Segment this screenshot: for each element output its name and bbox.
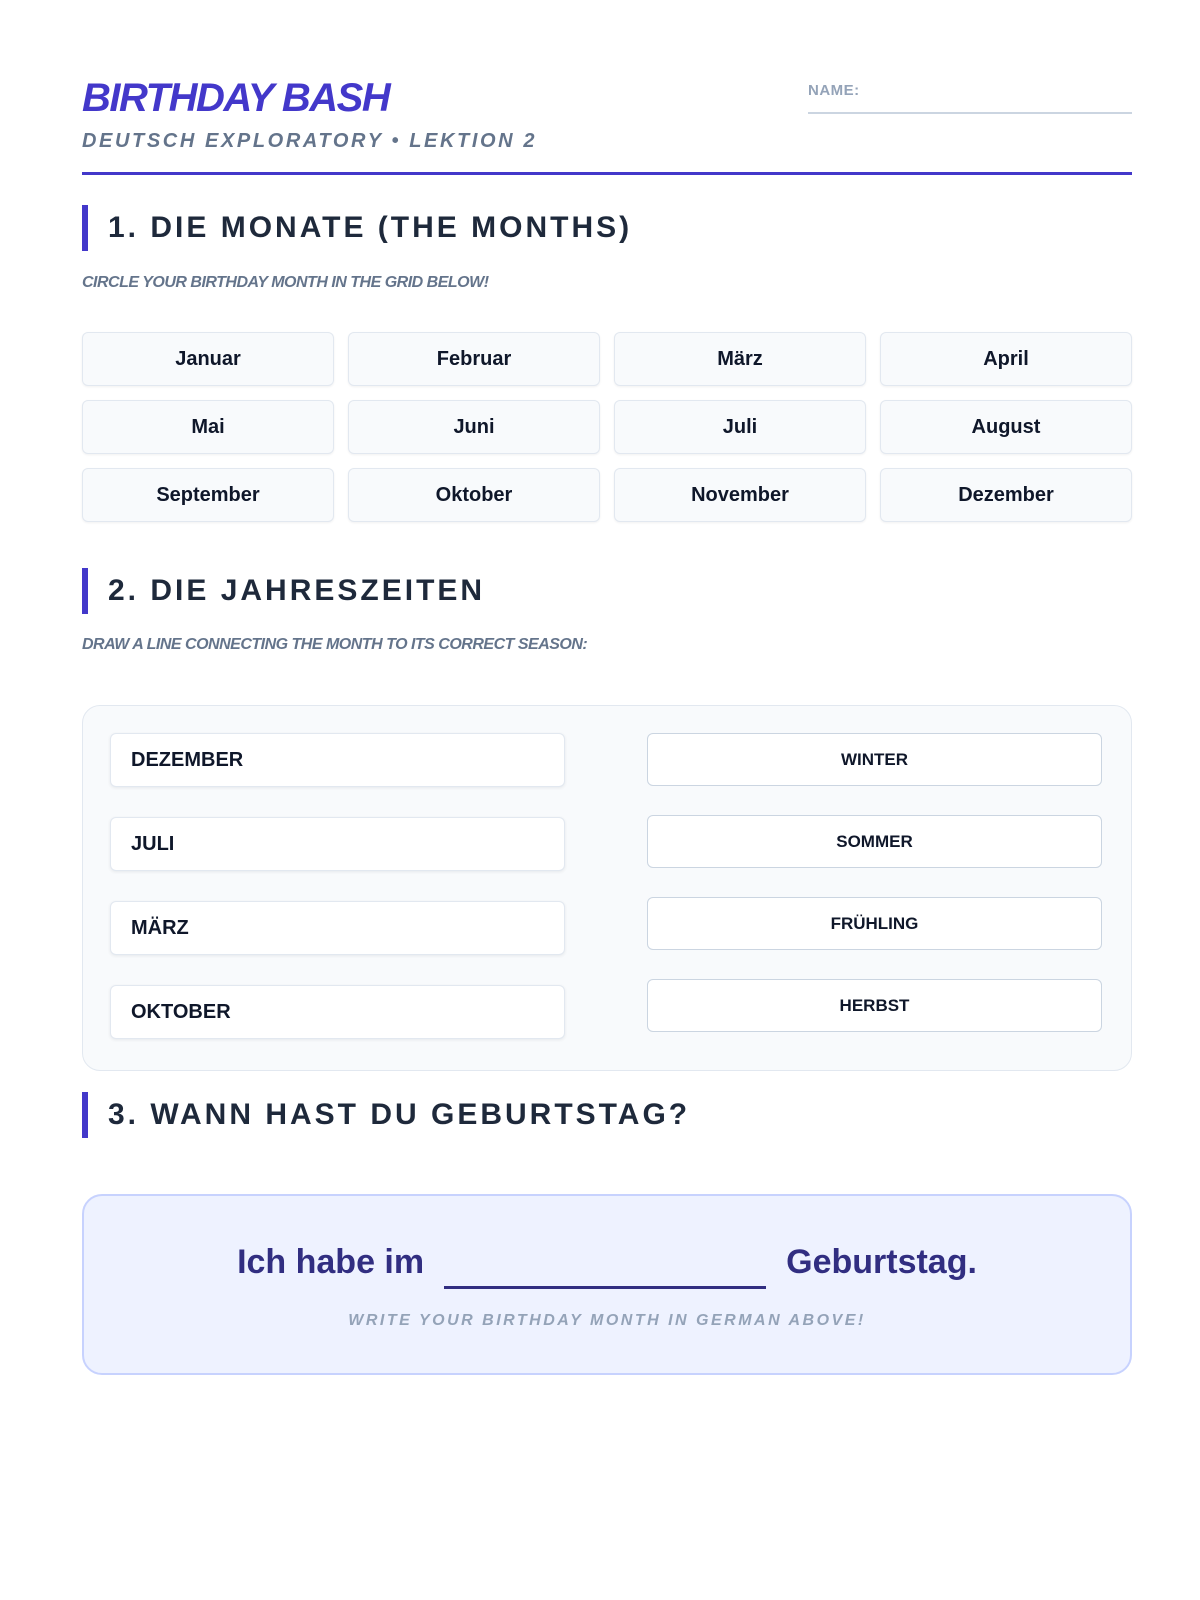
- sentence-end: Geburtstag.: [786, 1243, 977, 1281]
- month-cell[interactable]: September: [82, 468, 334, 522]
- section-2-heading: 2. DIE JAHRESZEITEN: [82, 568, 485, 614]
- month-cell[interactable]: Juli: [614, 400, 866, 454]
- match-month-item[interactable]: OKTOBER: [110, 985, 565, 1039]
- month-cell[interactable]: November: [614, 468, 866, 522]
- birthday-hint: WRITE YOUR BIRTHDAY MONTH IN GERMAN ABOVE!: [348, 1312, 866, 1329]
- match-season-item[interactable]: WINTER: [647, 733, 1102, 786]
- month-cell[interactable]: August: [880, 400, 1132, 454]
- match-months-column: [110, 733, 565, 1069]
- match-month-item[interactable]: MÄRZ: [110, 901, 565, 955]
- month-cell[interactable]: Februar: [348, 332, 600, 386]
- birthday-sentence: [84, 1244, 1130, 1281]
- section-2-instruction: DRAW A LINE CONNECTING THE MONTH TO ITS CORRECT SEASON:: [82, 636, 588, 653]
- worksheet-title: BIRTHDAY BASH: [82, 76, 390, 120]
- section-3-heading: 3. WANN HAST DU GEBURTSTAG?: [82, 1092, 690, 1138]
- birthday-month-blank[interactable]: [444, 1286, 766, 1289]
- month-cell[interactable]: Mai: [82, 400, 334, 454]
- month-cell[interactable]: Juni: [348, 400, 600, 454]
- worksheet-page: [82, 60, 1132, 1329]
- season-matching-panel: [82, 705, 1132, 1071]
- sentence-start: Ich habe im: [237, 1243, 425, 1281]
- match-month-item[interactable]: JULI: [110, 817, 565, 871]
- month-cell[interactable]: März: [614, 332, 866, 386]
- match-month-item[interactable]: DEZEMBER: [110, 733, 565, 787]
- birthday-sentence-box: [82, 1194, 1132, 1375]
- match-seasons-column: [647, 733, 1102, 1061]
- worksheet-subtitle: DEUTSCH EXPLORATORY • LEKTION 2: [82, 130, 538, 152]
- month-cell[interactable]: Januar: [82, 332, 334, 386]
- month-cell[interactable]: April: [880, 332, 1132, 386]
- match-season-item[interactable]: FRÜHLING: [647, 897, 1102, 950]
- worksheet-header: [82, 60, 1132, 175]
- month-cell[interactable]: Dezember: [880, 468, 1132, 522]
- months-grid: [82, 332, 1132, 522]
- name-field[interactable]: [808, 82, 1132, 114]
- name-label: NAME:: [808, 82, 860, 99]
- match-season-item[interactable]: SOMMER: [647, 815, 1102, 868]
- section-1-heading: 1. DIE MONATE (THE MONTHS): [82, 205, 632, 251]
- month-cell[interactable]: Oktober: [348, 468, 600, 522]
- section-1-instruction: CIRCLE YOUR BIRTHDAY MONTH IN THE GRID BELOW!: [82, 274, 489, 291]
- match-season-item[interactable]: HERBST: [647, 979, 1102, 1032]
